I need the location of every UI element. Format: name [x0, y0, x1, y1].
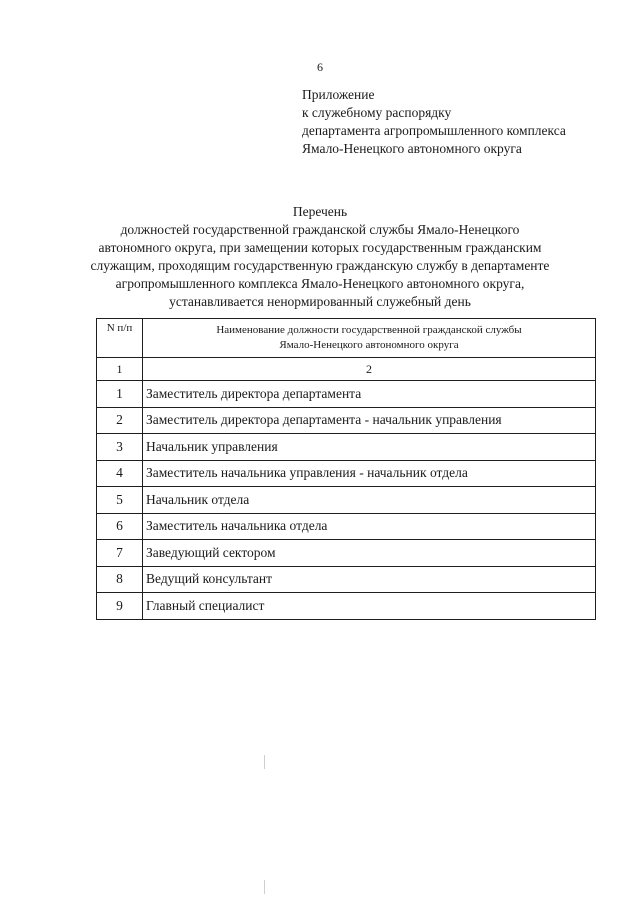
table-row — [97, 566, 596, 593]
row-number: 2 — [97, 407, 143, 434]
table-row — [97, 460, 596, 487]
positions-table — [96, 318, 596, 620]
appendix-line: Приложение — [302, 87, 375, 102]
header-number: N п/п — [97, 319, 143, 358]
row-number: 5 — [97, 487, 143, 514]
row-number: 7 — [97, 540, 143, 567]
column-number: 2 — [143, 358, 596, 381]
position-name: Заместитель начальника отдела — [143, 513, 596, 540]
appendix-line: департамента агропромышленного комплекса — [302, 123, 566, 138]
scan-artifact — [264, 755, 265, 769]
table-row — [97, 407, 596, 434]
position-name: Заведующий сектором — [143, 540, 596, 567]
table-row — [97, 381, 596, 408]
page-number: 6 — [317, 60, 323, 74]
row-number: 3 — [97, 434, 143, 461]
row-number: 6 — [97, 513, 143, 540]
document-title — [90, 203, 550, 311]
table-row — [97, 513, 596, 540]
title-heading: Перечень — [292, 204, 348, 219]
title-line: служащим, проходящим государственную гражданскую службу в департаменте — [90, 258, 550, 273]
position-name: Начальник управления — [143, 434, 596, 461]
header-name-line: Ямало-Ненецкого автономного округа — [279, 339, 459, 351]
position-name: Начальник отдела — [143, 487, 596, 514]
row-number: 1 — [97, 381, 143, 408]
position-name: Заместитель начальника управления - начальник отдела — [143, 460, 596, 487]
row-number: 9 — [97, 593, 143, 620]
column-number-row — [97, 358, 596, 381]
title-line: агропромышленного комплекса Ямало-Ненецкого автономного округа, — [115, 276, 525, 291]
appendix-block — [302, 86, 566, 158]
table-row — [97, 540, 596, 567]
header-position-name — [143, 319, 596, 358]
column-number: 1 — [97, 358, 143, 381]
row-number: 4 — [97, 460, 143, 487]
table-row — [97, 434, 596, 461]
title-line: должностей государственной гражданской службы Ямало-Ненецкого — [120, 222, 520, 237]
appendix-line: к служебному распорядку — [302, 105, 452, 120]
position-name: Заместитель директора департамента - начальник управления — [143, 407, 596, 434]
title-line: автономного округа, при замещении которых государственным гражданским — [98, 240, 542, 255]
scan-artifact — [264, 880, 265, 894]
position-name: Ведущий консультант — [143, 566, 596, 593]
appendix-line: Ямало-Ненецкого автономного округа — [302, 141, 522, 156]
title-line: устанавливается ненормированный служебный день — [169, 294, 471, 309]
position-name: Главный специалист — [143, 593, 596, 620]
table-row — [97, 593, 596, 620]
header-name-line: Наименование должности государственной гражданской службы — [216, 324, 522, 336]
table-row — [97, 487, 596, 514]
position-name: Заместитель директора департамента — [143, 381, 596, 408]
table-header-row — [97, 319, 596, 358]
row-number: 8 — [97, 566, 143, 593]
